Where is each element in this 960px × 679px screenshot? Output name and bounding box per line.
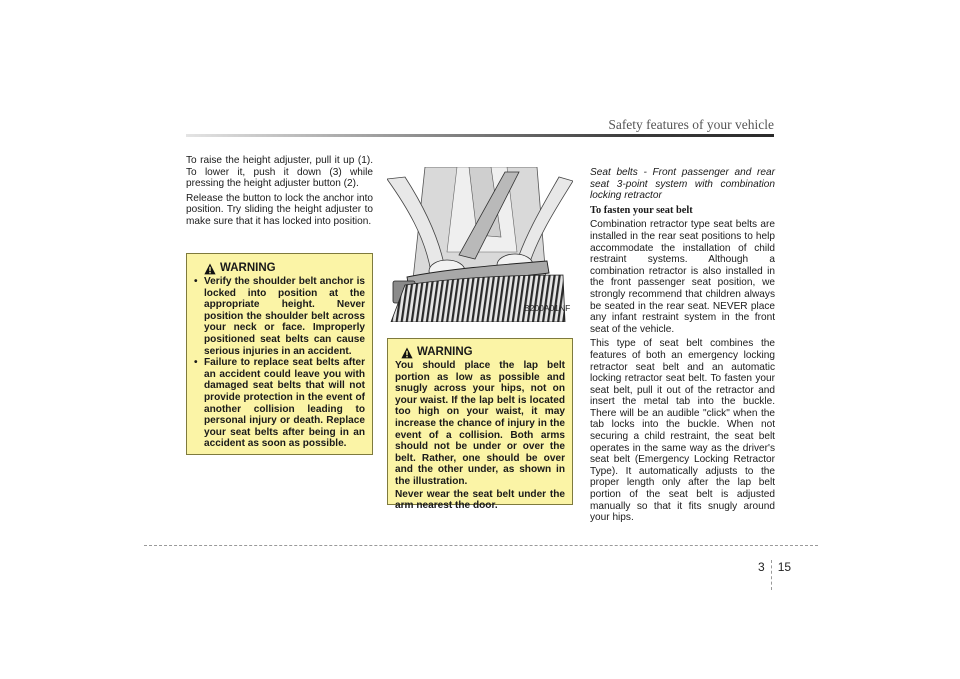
page-header-title: Safety features of your vehicle	[608, 117, 774, 132]
paragraph: Combination retractor type seat belts are installed in the rear seat positions to help accommodate the installation of child restraint systems. Although a combination retractor is also installed in the front passenger seat position, we strongly recommend that children always be seated in the rear seat. NEVER place any infant restraint system in the front seat of the vehicle.	[590, 219, 775, 335]
warning-title-text: WARNING	[417, 346, 473, 359]
warning-list	[194, 276, 365, 450]
warning-paragraph: Never wear the seat belt under the arm nearest the door.	[395, 488, 565, 512]
paragraph: Release the button to lock the anchor into position. Try sliding the height adjuster to make sure that it has locked into position.	[186, 192, 373, 227]
warning-item: • Failure to replace seat belts after an accident could leave you with damaged seat belts that will not provide protection in the event of another collision leading to personal injury or death. Replace your seat belts after being in an accident as soon as possible.	[194, 357, 365, 450]
warning-box-lap-belt	[387, 338, 573, 512]
subheading: To fasten your seat belt	[590, 204, 693, 216]
section-heading: Seat belts - Front passenger and rear seat 3-point system with combination locking retractor	[590, 167, 775, 202]
column-height-adjuster	[186, 155, 373, 231]
warning-paragraph: You should place the lap belt portion as low as possible and snugly across your hips, not on your waist. If the lap belt is located too high on your waist, it may increase the chance of injury in the event of a collision. Both arms should not be under or over the belt. Rather, one should be over and the other under, as shown in the illustration.	[395, 360, 565, 487]
page-number-separator	[771, 560, 772, 590]
chapter-number: 3	[758, 560, 765, 574]
warning-title-text: WARNING	[220, 262, 276, 275]
warning-box-shoulder-belt	[186, 253, 373, 455]
paragraph: To raise the height adjuster, pull it up (1). To lower it, push it down (3) while pressing the height adjuster button (2).	[186, 155, 373, 190]
page-number-value: 15	[777, 560, 792, 574]
column-combination-retractor	[590, 167, 775, 527]
warning-triangle-icon	[204, 263, 216, 275]
page-number	[758, 552, 791, 582]
warning-title	[395, 347, 565, 359]
paragraph: This type of seat belt combines the features of both an emergency locking retractor seat belt and an automatic locking retractor seat belt. To fasten your seat belt, pull it out of the retractor and insert the metal tab into the buckle. There will be an audible "click" when the tab locks into the buckle. When not securing a child restraint, the seat belt operates in the same way as the driver's seat belt (Emergency Locking Retractor Type). It automatically adjusts to the proper length only after the lap belt portion of the seat belt is adjusted manually so that it fits snugly around your hips.	[590, 338, 775, 524]
warning-triangle-icon	[401, 347, 413, 359]
warning-item: • Verify the shoulder belt anchor is locked into position at the appropriate height. Never position the shoulder belt across your neck or face. Improperly positioned seat belts can cause serious injuries in an accident.	[194, 276, 365, 357]
warning-title	[194, 263, 365, 275]
figure-code: B200A01NF	[524, 303, 571, 313]
seat-belt-illustration	[387, 167, 573, 322]
header-rule	[186, 134, 774, 137]
footer-rule	[144, 545, 818, 546]
